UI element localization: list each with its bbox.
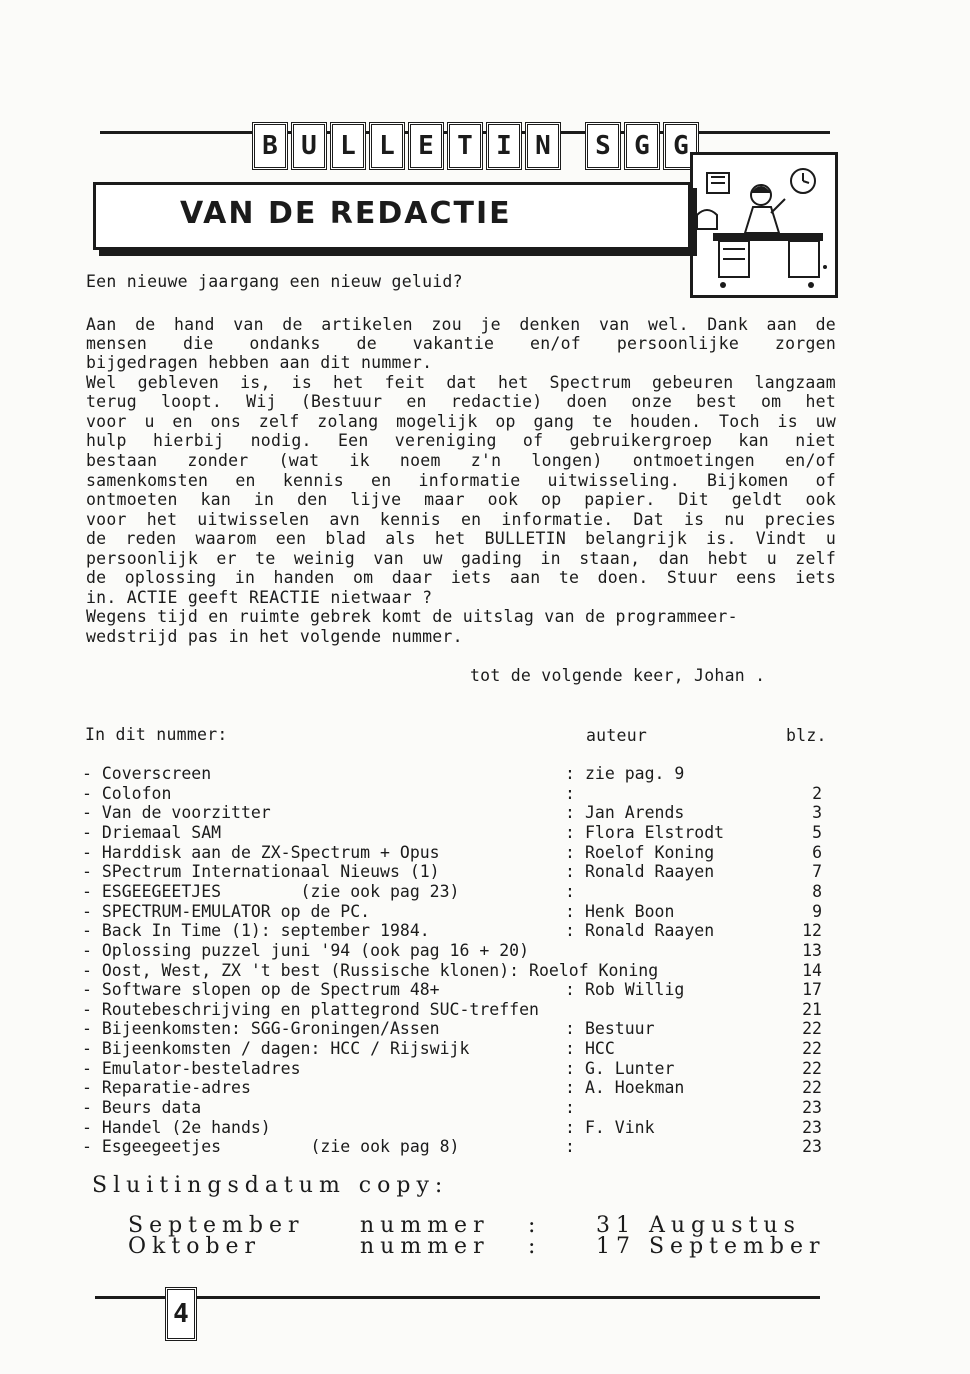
toc-row — [82, 803, 822, 823]
toc-item-title: - SPECTRUM-EMULATOR op de PC. — [82, 901, 371, 921]
toc-row — [82, 941, 822, 961]
paragraph-line: Aan de hand van de artikelen zou je denken van wel. Dank aan de — [86, 315, 836, 334]
toc-row — [82, 862, 822, 882]
toc-row — [82, 823, 822, 843]
toc-row — [82, 843, 822, 863]
toc-item-author: Flora Elstrodt — [585, 822, 725, 842]
masthead-letter: I — [486, 122, 522, 170]
toc-item-colon: : — [565, 822, 575, 842]
toc-row — [82, 1059, 822, 1079]
toc-item-colon: : — [565, 921, 575, 941]
toc-item-colon: : — [565, 980, 575, 1000]
bulletin-sgg-masthead — [252, 122, 699, 170]
toc-item-page: 22 — [802, 1039, 822, 1059]
toc-item-page: 23 — [802, 1137, 822, 1157]
toc-item-author: G. Lunter — [585, 1058, 675, 1078]
paragraph-line: voor het uitwisselen avn kennis en informatie. Dat is nu precies — [86, 510, 836, 529]
toc-item-page: 17 — [802, 980, 822, 1000]
toc-row — [82, 1078, 822, 1098]
paragraph-line: hulp hierbij nodig. Een vereniging of gebruikergroep kan niet — [86, 431, 836, 450]
masthead-letter: L — [369, 122, 405, 170]
toc-heading: In dit nummer: — [85, 725, 228, 744]
closing-label: nummer — [360, 1213, 490, 1238]
toc-item-colon: : — [565, 764, 575, 783]
toc-row — [82, 1019, 822, 1039]
toc-item-colon: : — [565, 881, 575, 901]
toc-page-header: blz. — [786, 726, 827, 745]
masthead-letter: S — [585, 122, 621, 170]
toc-item-author: Jan Arends — [585, 803, 685, 823]
toc-item-page: 2 — [812, 783, 822, 803]
toc-item-page: 21 — [802, 999, 822, 1019]
toc-item-title: - Harddisk aan de ZX-Spectrum + Opus — [82, 842, 440, 862]
toc-item-title: - ESGEEGEETJES (zie ook pag 23) — [82, 881, 460, 901]
toc-item-colon: : — [565, 1137, 575, 1157]
closing-label: nummer — [360, 1234, 490, 1259]
toc-item-title: - Software slopen op de Spectrum 48+ — [82, 980, 440, 1000]
paragraph-line: ontmoeten kan in den lijve maar ook op papier. Dit geldt ook — [86, 490, 836, 509]
page-number: 4 — [165, 1287, 197, 1341]
toc-author-header: auteur — [586, 726, 648, 745]
paragraph-line: mensen die ondanks de vakantie en/of persoonlijke zorgen — [86, 334, 836, 353]
closing-heading: Sluitingsdatum copy: — [92, 1173, 449, 1198]
section-title: VAN DE REDACTIE — [180, 196, 512, 231]
toc-item-page: 6 — [812, 842, 822, 862]
closing-colon: : — [528, 1213, 542, 1238]
toc-item-author: Ronald Raayen — [585, 921, 715, 941]
paragraph-line: Wel gebleven is, is het feit dat het Spectrum gebeuren langzaam — [86, 373, 836, 392]
toc-item-title: - Esgeegeetjes (zie ook pag 8) — [82, 1137, 460, 1157]
toc-item-colon: : — [565, 901, 575, 921]
footer-rule — [95, 1296, 820, 1299]
toc-item-page: 9 — [812, 901, 822, 921]
toc-item-author: Bestuur — [585, 1019, 655, 1039]
toc-row — [82, 1000, 822, 1020]
toc-item-author: F. Vink — [585, 1117, 655, 1137]
toc-item-colon: : — [565, 803, 575, 823]
toc-item-page: 5 — [812, 822, 822, 842]
paragraph-line: de reden waarom een blad als het BULLETIN belangrijk is. Vindt u — [86, 529, 836, 548]
closing-colon: : — [528, 1234, 542, 1259]
toc-item-colon: : — [565, 1058, 575, 1078]
toc-item-title: - SPectrum Internationaal Nieuws (1) — [82, 862, 440, 882]
toc-item-title: - Oost, West, ZX 't best (Russische klonen): Roelof Koning — [82, 960, 659, 980]
toc-item-title: - Handel (2e hands) — [82, 1117, 271, 1137]
toc-item-title: - Routebeschrijving en plattegrond SUC-treffen — [82, 999, 539, 1019]
toc-item-title: - Back In Time (1): september 1984. — [82, 921, 430, 941]
toc-item-title: - Bijeenkomsten / dagen: HCC / Rijswijk — [82, 1039, 470, 1059]
toc-item-page: 12 — [802, 921, 822, 941]
masthead-letter: E — [408, 122, 444, 170]
toc-item-colon: : — [565, 1098, 575, 1118]
toc-item-page: 14 — [802, 960, 822, 980]
toc-row — [82, 902, 822, 922]
paragraph-line: in. ACTIE geeft REACTIE nietwaar ? — [86, 588, 433, 607]
toc-item-page: 22 — [802, 1019, 822, 1039]
toc-item-colon: : — [565, 1078, 575, 1098]
toc-item-colon: : — [565, 842, 575, 862]
toc-item-author: Ronald Raayen — [585, 862, 715, 882]
toc-row — [82, 784, 822, 804]
masthead-letter: T — [447, 122, 483, 170]
toc-item-colon: : — [565, 862, 575, 882]
toc-item-page: 23 — [802, 1117, 822, 1137]
masthead-letter: N — [525, 122, 561, 170]
toc-item-title: - Reparatie-adres — [82, 1078, 251, 1098]
toc-item-colon: : — [565, 1019, 575, 1039]
toc-item-title: - Van de voorzitter — [82, 803, 271, 823]
toc-item-colon: : — [565, 1117, 575, 1137]
masthead-letter: U — [291, 122, 327, 170]
toc-item-author: Rob Willig — [585, 980, 685, 1000]
toc-item-title: - Coverscreen — [82, 764, 212, 783]
paragraph-line: voor u en ons zelf zolang mogelijk op gang te houden. Toch is uw — [86, 412, 836, 431]
paragraph-line: terug loopt. Wij (Bestuur en redactie) doen onze best om het — [86, 392, 836, 411]
toc-item-colon: : — [565, 1039, 575, 1059]
paragraph-line: bijgedragen hebben aan dit nummer. — [86, 353, 433, 372]
toc-item-page: 7 — [812, 862, 822, 882]
toc-item-page: 22 — [802, 1078, 822, 1098]
toc-row — [82, 961, 822, 981]
closing-date: 31 Augustus — [596, 1213, 801, 1238]
paragraph-line: wedstrijd pas in het volgende nummer. — [86, 627, 463, 646]
toc-item-title: - Beurs data — [82, 1098, 202, 1118]
toc-item-author: zie pag. 9 — [585, 764, 685, 783]
toc-item-title: - Bijeenkomsten: SGG-Groningen/Assen — [82, 1019, 440, 1039]
toc-item-author: A. Hoekman — [585, 1078, 685, 1098]
masthead-letter: G — [663, 122, 699, 170]
toc-row — [82, 1039, 822, 1059]
toc-item-author: HCC — [585, 1039, 615, 1059]
closing-month: Oktober — [128, 1234, 262, 1259]
closing-month: September — [128, 1213, 305, 1238]
paragraph-line: de oplossing in handen om daar iets aan te doen. Stuur eens iets — [86, 568, 836, 587]
toc-item-page: 23 — [802, 1098, 822, 1118]
paragraph-line: bestaan zonder (wat ik noem z'n longen) ontmoetingen en/of — [86, 451, 836, 470]
toc-item-page: 3 — [812, 803, 822, 823]
toc-item-title: - Driemaal SAM — [82, 822, 222, 842]
closing-date: 17 September — [596, 1234, 826, 1259]
toc-item-author: Roelof Koning — [585, 842, 715, 862]
toc-item-title: - Emulator-besteladres — [82, 1058, 301, 1078]
intro-question: Een nieuwe jaargang een nieuw geluid? — [86, 272, 463, 291]
paragraph-line: persoonlijk er te weinig van uw gading in staan, dan hebt u zelf — [86, 549, 836, 568]
toc-row — [82, 882, 822, 902]
toc-item-colon: : — [565, 783, 575, 803]
toc-row — [82, 921, 822, 941]
masthead-letter: L — [330, 122, 366, 170]
toc-item-title: - Colofon — [82, 783, 172, 803]
toc-item-page: 13 — [802, 940, 822, 960]
toc-row — [82, 1118, 822, 1138]
toc-item-title: - Oplossing puzzel juni '94 (ook pag 16 + 20) — [82, 940, 530, 960]
signoff: tot de volgende keer, Johan . — [470, 666, 766, 685]
masthead-gap — [564, 122, 582, 164]
masthead-letter: G — [624, 122, 660, 170]
toc-item-page: 8 — [812, 881, 822, 901]
toc-row — [82, 1137, 822, 1157]
toc-row — [82, 980, 822, 1000]
toc-row — [82, 1098, 822, 1118]
paragraph-line: samenkomsten en kennis en informatie uitwisseling. Bijkomen of — [86, 471, 836, 490]
toc-row — [82, 764, 822, 784]
paragraph-line: Wegens tijd en ruimte gebrek komt de uitslag van de programmeer- — [86, 607, 738, 626]
masthead-letter: B — [252, 122, 288, 170]
toc-item-page: 22 — [802, 1058, 822, 1078]
toc-item-author: Henk Boon — [585, 901, 675, 921]
